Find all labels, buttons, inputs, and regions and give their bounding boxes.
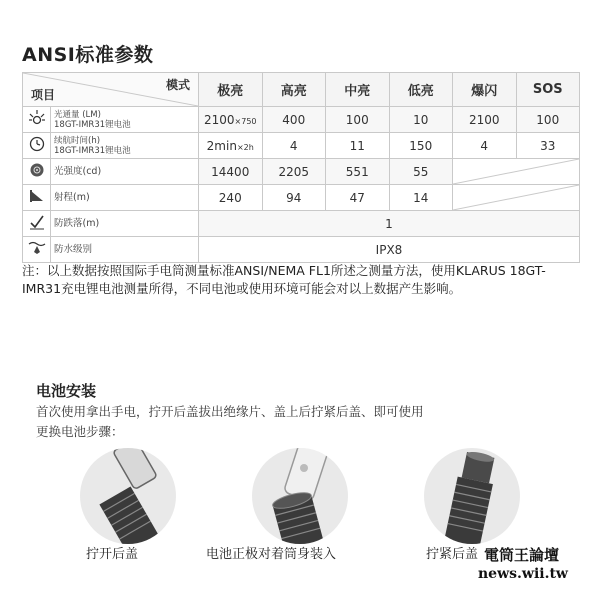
- row-label-impact: 防跌落(m): [51, 211, 199, 237]
- table-cell: 14400: [199, 159, 263, 185]
- table-cell: 11: [326, 133, 390, 159]
- table-header-row: [23, 73, 580, 107]
- cell-value-alt: 750: [241, 116, 257, 126]
- table-cell: 4: [453, 133, 517, 159]
- table-row-runtime: [23, 133, 580, 159]
- table-cell: 2100: [453, 107, 517, 133]
- step-caption-3: 拧紧后盖: [426, 547, 479, 562]
- table-cell: 150: [389, 133, 453, 159]
- table-cell: 33: [516, 133, 580, 159]
- step-caption-1: 拧开后盖: [86, 547, 139, 562]
- row-label-runtime: [51, 133, 199, 159]
- corner-cell: [23, 73, 199, 107]
- table-row-beam: [23, 185, 580, 211]
- table-cell: 2205: [262, 159, 326, 185]
- step-caption-2: 电池正极对着筒身装入: [206, 547, 337, 562]
- intensity-icon: [23, 159, 51, 185]
- table-row-intensity: [23, 159, 580, 185]
- battery-instructions: [36, 402, 556, 442]
- cell-value: 2100: [203, 112, 235, 127]
- instruction-line: 更换电池步骤：: [36, 424, 124, 439]
- row-label-waterproof: 防水级别: [51, 237, 199, 263]
- watermark-url: news.wii.tw: [478, 566, 568, 582]
- row-label-lumens: [51, 107, 199, 133]
- cell-value-alt: 2h: [243, 142, 254, 152]
- row-label-beam: 射程(m): [51, 185, 199, 211]
- times-sign: ×: [234, 116, 242, 126]
- table-cell: 14: [389, 185, 453, 211]
- empty-cell: [453, 185, 580, 211]
- table-cell-merged: IPX8: [199, 237, 580, 263]
- table-cell: 100: [516, 107, 580, 133]
- watermark-title: 電筒王論壇: [484, 546, 560, 564]
- page-title: ANSI标准参数: [22, 44, 154, 66]
- table-cell: 94: [262, 185, 326, 211]
- table-cell: 551: [326, 159, 390, 185]
- step-image-unscrew: [80, 448, 190, 544]
- footnote: 注：以上数据按照国际手电筒测量标准ANSI/NEMA FL1所述之测量方法，使用KLARUS 18GT-IMR31充电锂电池测量所得，不同电池或使用环境可能会对以上数据产生影响。: [22, 263, 546, 296]
- table-cell: 55: [389, 159, 453, 185]
- mode-header-sos: SOS: [516, 73, 580, 107]
- row-label-line1: 光通量 (LM): [54, 109, 101, 120]
- water-icon: [23, 237, 51, 263]
- table-cell: 47: [326, 185, 390, 211]
- clock-icon: [23, 133, 51, 159]
- table-cell: [199, 107, 263, 133]
- table-cell: 10: [389, 107, 453, 133]
- mode-header-mid: 中亮: [326, 73, 390, 107]
- mode-header-turbo: 极亮: [199, 73, 263, 107]
- table-cell: 240: [199, 185, 263, 211]
- corner-item-label: 项目: [31, 88, 56, 102]
- table-cell: 4: [262, 133, 326, 159]
- impact-icon: [23, 211, 51, 237]
- table-row-waterproof: [23, 237, 580, 263]
- mode-header-strobe: 爆闪: [453, 73, 517, 107]
- section-heading-battery: 电池安装: [36, 382, 97, 400]
- table-cell-merged: 1: [199, 211, 580, 237]
- mode-header-high: 高亮: [262, 73, 326, 107]
- table-cell: 100: [326, 107, 390, 133]
- beam-icon: [23, 185, 51, 211]
- table-cell: [199, 133, 263, 159]
- table-cell: 400: [262, 107, 326, 133]
- row-label-line2: 18GT-IMR31锂电池: [54, 119, 131, 130]
- mode-header-low: 低亮: [389, 73, 453, 107]
- row-label-line1: 续航时间(h): [54, 135, 101, 146]
- times-sign: ×: [236, 142, 244, 152]
- row-label-line2: 18GT-IMR31锂电池: [54, 145, 131, 156]
- step-image-tighten: [424, 448, 534, 544]
- instruction-line: 首次使用拿出手电，拧开后盖拔出绝缘片、盖上后拧紧后盖、即可使用: [36, 404, 424, 419]
- sun-icon: [23, 107, 51, 133]
- empty-cell: [453, 159, 580, 185]
- spec-table: [22, 72, 580, 263]
- table-row-lumens: [23, 107, 580, 133]
- table-row-impact: [23, 211, 580, 237]
- row-label-intensity: 光强度(cd): [51, 159, 199, 185]
- step-image-insert-battery: [252, 448, 362, 544]
- cell-value: 2min: [206, 138, 237, 153]
- corner-mode-label: 模式: [165, 78, 190, 92]
